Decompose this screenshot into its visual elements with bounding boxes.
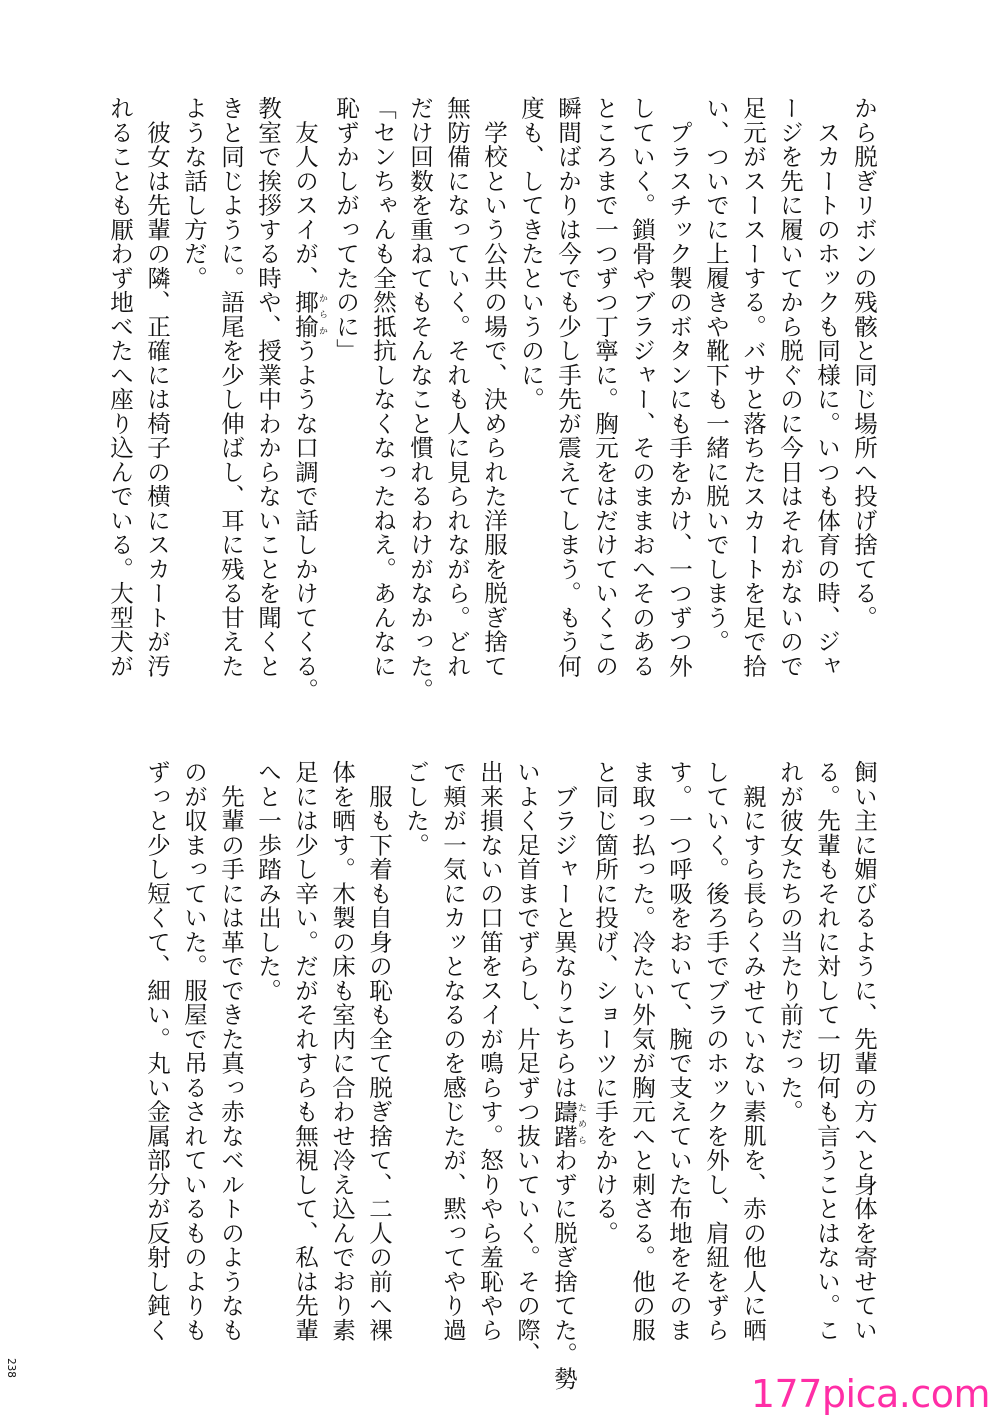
page-number: 238 [5, 1358, 18, 1378]
text-line: 瞬間ばかりは今でも少し手先が震えてしまう。もう何 [554, 96, 582, 678]
ruby-word [291, 290, 327, 339]
text-line: 度も、してきたというのに。 [517, 96, 545, 412]
text-block-top [101, 96, 882, 703]
text-line: スカートのホックも同様に。いつも体育の時、ジャ [813, 96, 841, 678]
text-line: プラスチック製のボタンにも手をかけ、一つずつ外 [665, 96, 693, 678]
ruby-reading: からか [317, 290, 327, 339]
text-line: る。先輩もそれに対して一切何も言うことはない。こ [813, 760, 841, 1342]
text-block-bottom [138, 760, 882, 1391]
text-line: れが彼女たちの当たり前だった。 [776, 760, 804, 1124]
text-line: ごした。 [402, 760, 430, 857]
ruby-base: 躊躇 [550, 1099, 578, 1148]
text-line: していく。後ろ手でブラのホックを外し、肩紐をずら [702, 760, 730, 1342]
text-line-with-ruby [286, 96, 327, 703]
text-line: 飼い主に媚びるように、先輩の方へと身体を寄せてい [850, 760, 878, 1342]
text-line: 学校という公共の場で、決められた洋服を脱ぎ捨て [480, 96, 508, 678]
text-line-with-ruby [545, 760, 586, 1391]
text-line: のが収まっていた。服屋で吊るされているものよりも [180, 760, 208, 1342]
text-line: 彼女は先輩の隣、正確には椅子の横にスカートが汚 [143, 96, 171, 678]
text-line: から脱ぎリボンの残骸と同じ場所へ投げ捨てる。 [850, 96, 878, 630]
text-line: ところまで一つずつ丁寧に。胸元をはだけていくこの [591, 96, 619, 678]
text-line: ような話し方だ。 [180, 96, 208, 290]
ruby-word [550, 1099, 586, 1149]
ruby-reading: ためら [576, 1099, 586, 1148]
watermark: 177pica.com [750, 1372, 990, 1416]
text-line: 足元がスースーする。バサと落ちたスカートを足で拾 [739, 96, 767, 678]
ruby-base: 揶揄 [291, 290, 319, 339]
text-line: 足には少し辛い。だがそれすらも無視して、私は先輩 [291, 760, 319, 1342]
text-line: 恥ずかしがってたのに」 [332, 96, 360, 363]
text-line: いよく足首までずらし、片足ずつ抜いていく。その際、 [513, 760, 541, 1367]
text-segment: わずに脱ぎ捨てた。勢 [550, 1148, 578, 1391]
text-line: ージを先に履いてから脱ぐのに今日はそれがないので [776, 96, 804, 678]
text-line: す。一つ呼吸をおいて、腕で支えていた布地をそのま [665, 760, 693, 1342]
text-line: ま取っ払った。冷たい外気が胸元へと刺さる。他の服 [628, 760, 656, 1342]
text-line: 「センちゃんも全然抵抗しなくなったねえ。あんなに [369, 96, 397, 678]
text-segment: ブラジャーと異なりこちらは [550, 760, 578, 1100]
text-line: していく。鎖骨やブラジャー、そのままおへそのある [628, 96, 656, 678]
text-line: 服も下着も自身の恥も全て脱ぎ捨て、二人の前へ裸 [365, 760, 393, 1342]
text-line: れることも厭わず地べたへ座り込んでいる。大型犬が [106, 96, 134, 678]
text-line: へと一歩踏み出した。 [254, 760, 282, 1003]
text-line: ずっと少し短くて、細い。丸い金属部分が反射し鈍く [143, 760, 171, 1342]
text-segment: 友人のスイが、 [291, 96, 319, 290]
text-line: 体を晒す。木製の床も室内に合わせ冷え込んでおり素 [328, 760, 356, 1342]
text-line: い、ついでに上履きや靴下も一緒に脱いでしまう。 [702, 96, 730, 654]
text-line: 出来損ないの口笛をスイが鳴らす。怒りやら羞恥やら [476, 760, 504, 1342]
text-line: だけ回数を重ねてもそんなこと慣れるわけがなかった。 [406, 96, 434, 703]
text-line: 教室で挨拶する時や、授業中わからないことを聞くと [254, 96, 282, 678]
text-line: 親にすら長らくみせていない素肌を、赤の他人に晒 [739, 760, 767, 1342]
text-line: 先輩の手には革でできた真っ赤なベルトのようなも [217, 760, 245, 1342]
text-segment: うような口調で話しかけてくる。 [291, 338, 319, 703]
text-line: で頬が一気にカッとなるのを感じたが、黙ってやり過 [439, 760, 467, 1342]
text-line: 無防備になっていく。それも人に見られながら。どれ [443, 96, 471, 678]
text-line: と同じ箇所に投げ、ショーツに手をかける。 [591, 760, 619, 1245]
text-line: きと同じように。語尾を少し伸ばし、耳に残る甘えた [217, 96, 245, 678]
